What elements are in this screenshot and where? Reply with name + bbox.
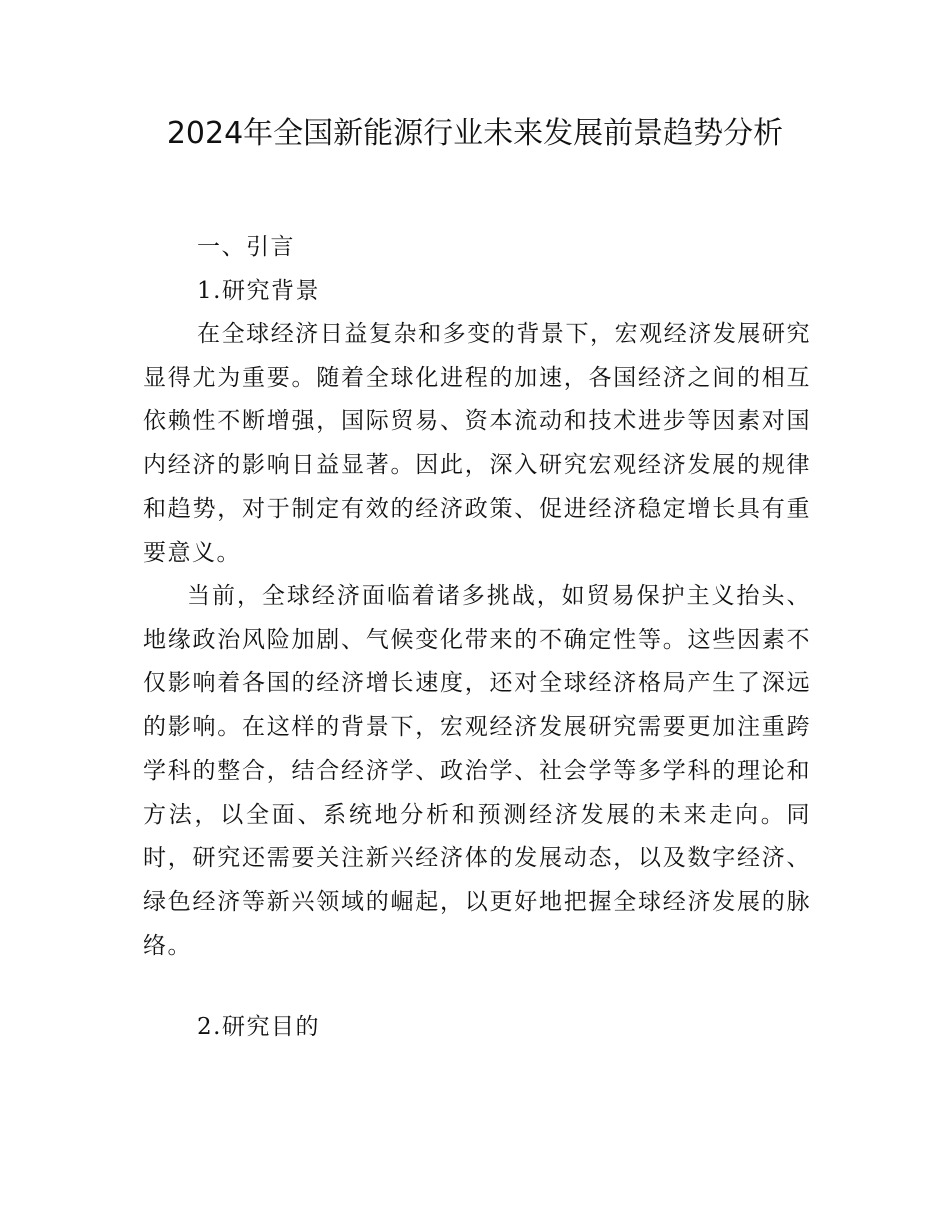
subsection-heading-purpose: 2.研究目的 <box>197 1014 320 1040</box>
document-title: 2024年全国新能源行业未来发展前景趋势分析 <box>166 116 784 151</box>
paragraph-background-1: 在全球经济日益复杂和多变的背景下，宏观经济发展研究显得尤为重要。随着全球化进程的加速，各国经济之间的相互依赖性不断增强，国际贸易、资本流动和技术进步等因素对国内经济的影响日益显著。因此，深入研究宏观经济发展的规律和趋势，对于制定有效的经济政策、促进经济稳定增长具有重要意义。 <box>143 321 811 566</box>
subsection-heading-background: 1.研究背景 <box>197 278 320 304</box>
paragraph-background-2: 当前，全球经济面临着诸多挑战，如贸易保护主义抬头、地缘政治风险加剧、气候变化带来的不确定性等。这些因素不仅影响着各国的经济增长速度，还对全球经济格局产生了深远的影响。在这样的背景下，宏观经济发展研究需要更加注重跨学科的整合，结合经济学、政治学、社会学等多学科的理论和方法，以全面、系统地分析和预测经济发展的未来走向。同时，研究还需要关注新兴经济体的发展动态，以及数字经济、绿色经济等新兴领域的崛起，以更好地把握全球经济发展的脉络。 <box>143 583 811 959</box>
section-heading: 一、引言 <box>197 234 295 260</box>
